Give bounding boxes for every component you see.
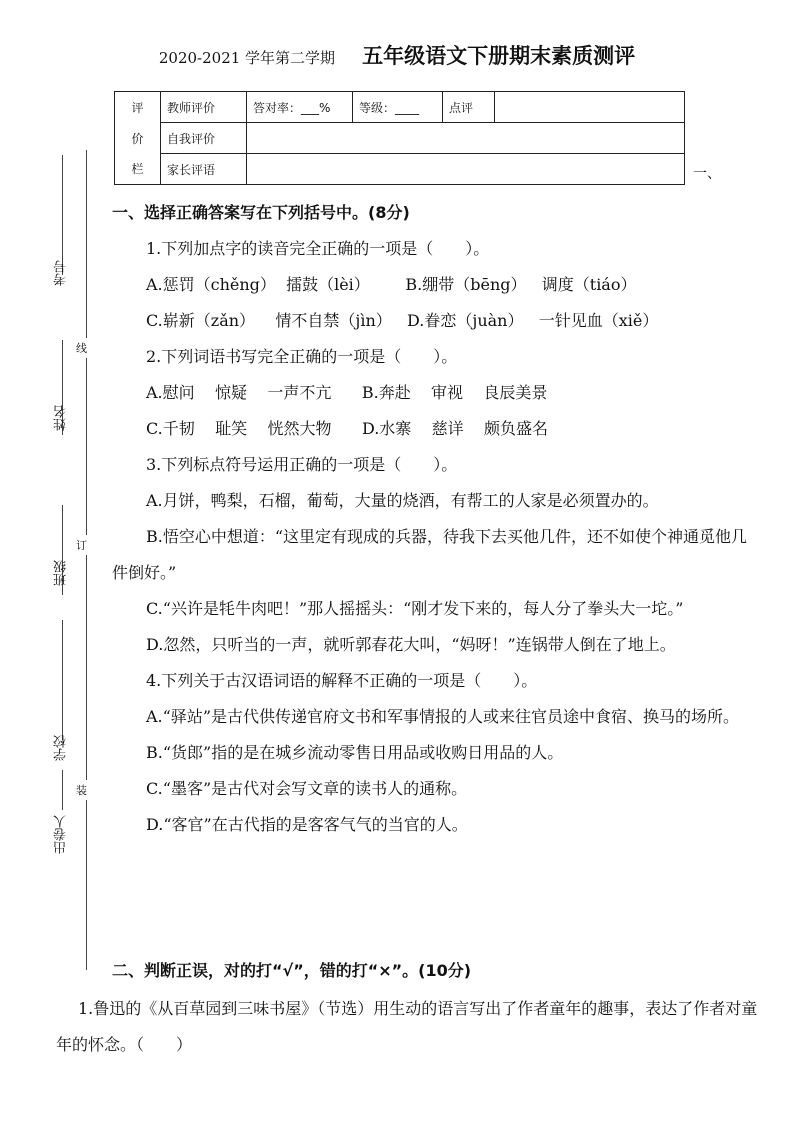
eval-label-1: 评 xyxy=(115,92,161,123)
overflow-heading-fragment: 一、 xyxy=(693,166,721,182)
teacher-eval-label: 教师评价 xyxy=(161,92,247,123)
question-2: 2.下列词语书写完全正确的一项是（ ）。 xyxy=(146,347,458,366)
school-underline xyxy=(62,620,63,740)
question-1: 1.下列加点字的读音完全正确的一项是（ ）。 xyxy=(146,239,490,258)
setter-label: 出卷人 xyxy=(54,815,69,854)
parent-comment-field[interactable] xyxy=(247,154,685,185)
setter-underline xyxy=(62,770,63,810)
name-label: 姓名 xyxy=(54,405,69,431)
section-two-title: 二、判断正误，对的打“√”，错的打“×”。(10分) xyxy=(112,961,472,980)
judge-item-1: 1.鲁迅的《从百草园到三味书屋》（节选）用生动的语言写出了作者童年的趣事，表达了作者对童年的怀念。（ ） xyxy=(56,999,758,1054)
question-4-option-d: D.“客官”在古代指的是客客气气的当官的人。 xyxy=(146,815,468,834)
comment-field[interactable] xyxy=(495,92,685,123)
binding-margin xyxy=(48,150,98,980)
question-2-options-ab: A.慰问 惊疑 一声不亢 B.奔赴 审视 良辰美景 xyxy=(146,383,548,402)
eval-label-3: 栏 xyxy=(115,154,161,185)
question-3-option-b: B.悟空心中想道：“这里定有现成的兵器，待我下去买他几件，还不如使个神通觅他几件倒好。” xyxy=(112,527,748,582)
question-1-options-cd: C.崭新（zǎn） 情不自禁（jìn） D.眷恋（juàn） 一针见血（xiě） xyxy=(146,311,659,330)
parent-comment-label: 家长评语 xyxy=(161,154,247,185)
grade-field[interactable]: 等级：____ xyxy=(353,92,443,123)
question-3-option-c: C.“兴许是牦牛肉吧！”那人摇摇头：“刚才发下来的，每人分了拳头大一坨。” xyxy=(146,599,684,618)
page-title: 五年级语文下册期末素质测评 xyxy=(362,44,636,68)
question-3: 3.下列标点符号运用正确的一项是（ ）。 xyxy=(146,455,458,474)
accuracy-field[interactable]: 答对率：___% xyxy=(247,92,353,123)
exam-no-underline xyxy=(62,155,63,275)
question-1-options-ab: A.惩罚（chěng） 擂鼓（lèi） B.绷带（bēng） 调度（tiáo） xyxy=(146,275,637,294)
binding-rule xyxy=(86,150,87,970)
question-4-option-c: C.“墨客”是古代对会写文章的读书人的通称。 xyxy=(146,779,468,798)
class-label: 班级 xyxy=(54,560,69,586)
cut-mark-ding: 订 xyxy=(76,535,87,555)
exam-no-label: 考号 xyxy=(54,260,69,286)
section-one-title: 一、选择正确答案写在下列括号中。(8分) xyxy=(112,203,410,222)
question-4-option-a: A.“驿站”是古代供传递官府文书和军事情报的人或来往官员途中食宿、换马的场所。 xyxy=(146,707,740,726)
eval-label-2: 价 xyxy=(115,123,161,154)
cut-mark-zhuang: 装 xyxy=(76,780,87,800)
term-label: 2020-2021 学年第二学期 xyxy=(158,49,336,67)
question-3-option-d: D.忽然，只听当的一声，就听郭春花大叫，“妈呀！”连锅带人倒在了地上。 xyxy=(146,635,676,654)
comment-label: 点评 xyxy=(443,92,495,123)
school-label: 学校 xyxy=(54,735,69,761)
page-header xyxy=(0,40,794,70)
self-eval-field[interactable] xyxy=(247,123,685,154)
self-eval-label: 自我评价 xyxy=(161,123,247,154)
question-4-option-b: B.“货郎”指的是在城乡流动零售日用品或收购日用品的人。 xyxy=(146,743,564,762)
question-4: 4.下列关于古汉语词语的解释不正确的一项是（ ）。 xyxy=(146,671,538,690)
question-3-option-a: A.月饼，鸭梨，石榴，葡萄，大量的烧酒，有帮工的人家是必须置办的。 xyxy=(146,491,659,510)
evaluation-table xyxy=(114,91,685,185)
cut-mark-xian: 线 xyxy=(76,338,87,358)
question-2-options-cd: C.千韧 耻笑 恍然大物 D.水寨 慈详 颇负盛名 xyxy=(146,419,548,438)
section-one xyxy=(112,195,762,843)
